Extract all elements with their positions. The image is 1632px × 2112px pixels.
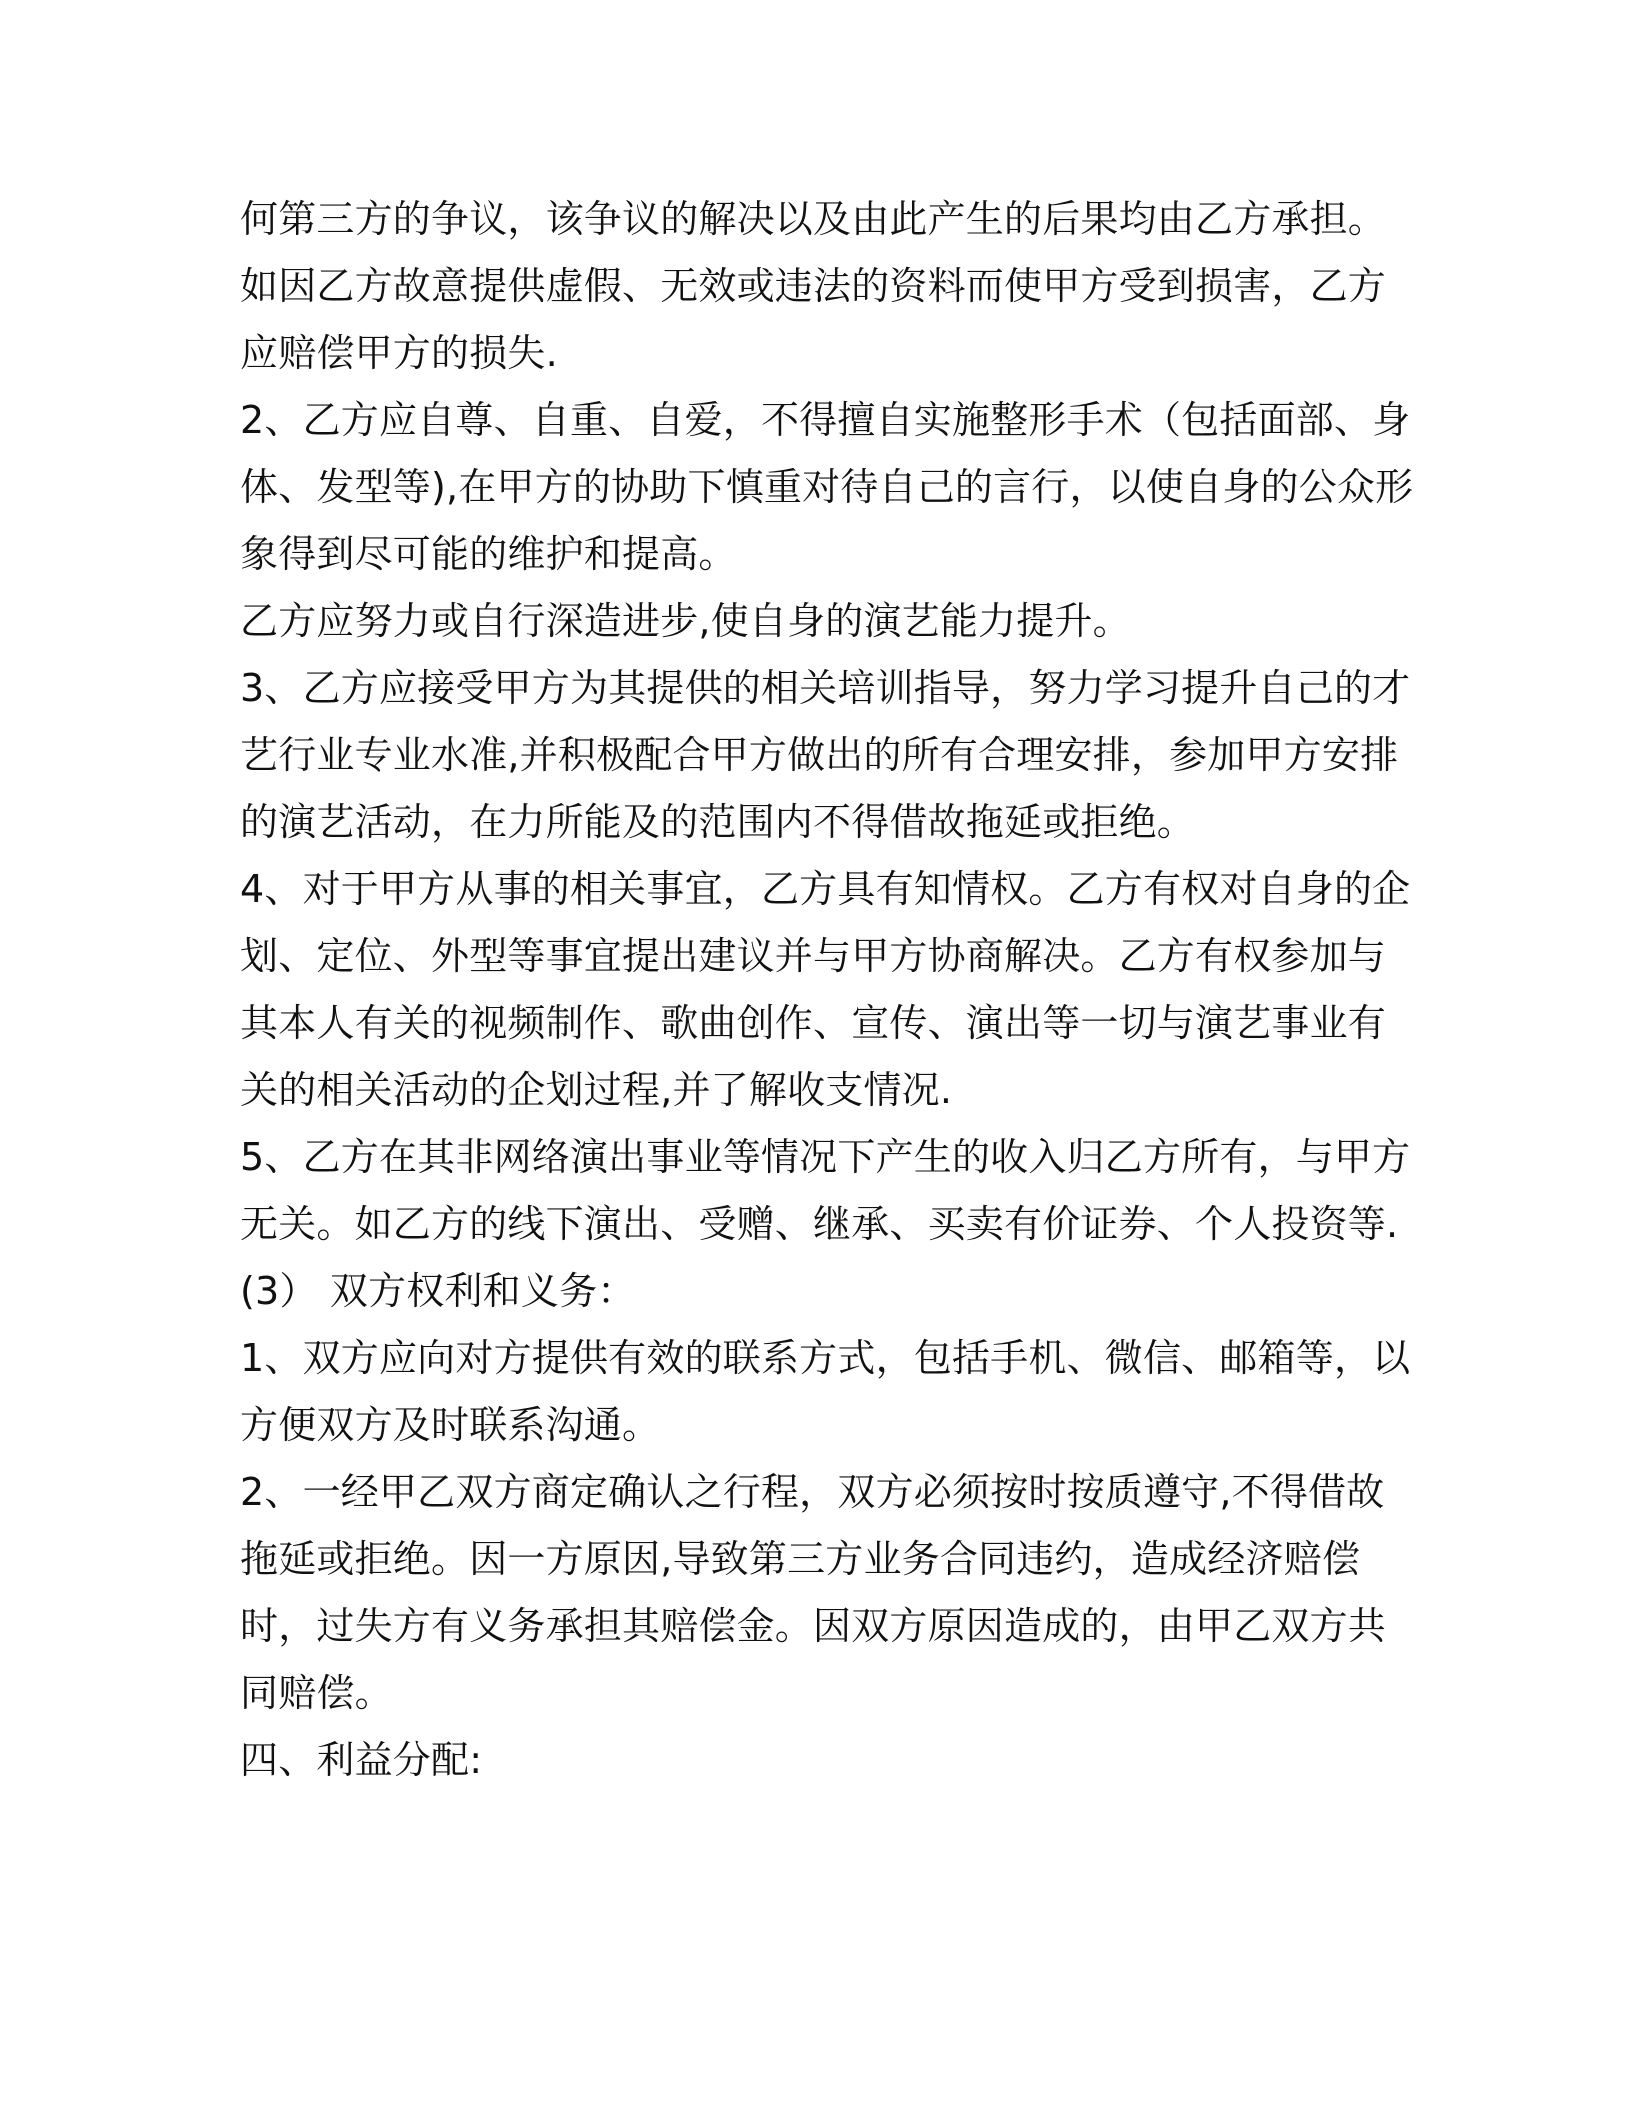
- text-line: 何第三方的争议，该争议的解决以及由此产生的后果均由乙方承担。: [240, 197, 1387, 241]
- text-line: 关的相关活动的企划过程,并了解收支情况.: [240, 1068, 953, 1112]
- text-line: 1、双方应向对方提供有效的联系方式，包括手机、微信、邮箱等，以: [240, 1336, 1411, 1380]
- text-line: 方便双方及时联系沟通。: [240, 1403, 661, 1447]
- text-line: 应赔偿甲方的损失.: [240, 331, 558, 375]
- text-line: 4、对于甲方从事的相关事宜，乙方具有知情权。乙方有权对自身的企: [240, 867, 1411, 911]
- text-line: 艺行业专业水准,并积极配合甲方做出的所有合理安排，参加甲方安排: [240, 733, 1399, 777]
- text-line: 5、乙方在其非网络演出事业等情况下产生的收入归乙方所有，与甲方: [240, 1135, 1411, 1179]
- text-line: 其本人有关的视频制作、歌曲创作、宣传、演出等一切与演艺事业有: [240, 1001, 1387, 1045]
- section-heading: (3） 双方权利和义务：: [240, 1269, 636, 1313]
- text-line: 3、乙方应接受甲方为其提供的相关培训指导，努力学习提升自己的才: [240, 666, 1411, 710]
- text-line: 划、定位、外型等事宜提出建议并与甲方协商解决。乙方有权参加与: [240, 934, 1387, 978]
- document-body: [240, 186, 1414, 1794]
- text-line: 拖延或拒绝。因一方原因,导致第三方业务合同违约，造成经济赔偿: [240, 1537, 1361, 1581]
- text-line: 的演艺活动，在力所能及的范围内不得借故拖延或拒绝。: [240, 800, 1196, 844]
- text-line: 时，过失方有义务承担其赔偿金。因双方原因造成的，由甲乙双方共: [240, 1604, 1387, 1648]
- text-line: 体、发型等),在甲方的协助下慎重对待自己的言行，以使自身的公众形: [240, 465, 1414, 509]
- text-line: 如因乙方故意提供虚假、无效或违法的资料而使甲方受到损害，乙方: [240, 264, 1387, 308]
- text-line: 2、乙方应自尊、自重、自爱，不得擅自实施整形手术（包括面部、身: [240, 398, 1411, 442]
- text-line: 无关。如乙方的线下演出、受赠、继承、买卖有价证券、个人投资等.: [240, 1202, 1399, 1246]
- text-line: 同赔偿。: [240, 1671, 393, 1715]
- text-line: 2、一经甲乙双方商定确认之行程，双方必须按时按质遵守,不得借故: [240, 1470, 1385, 1514]
- section-heading: 四、利益分配:: [240, 1738, 483, 1782]
- text-line: 象得到尽可能的维护和提高。: [240, 532, 737, 576]
- text-line: 乙方应努力或自行深造进步,使自身的演艺能力提升。: [240, 599, 1131, 643]
